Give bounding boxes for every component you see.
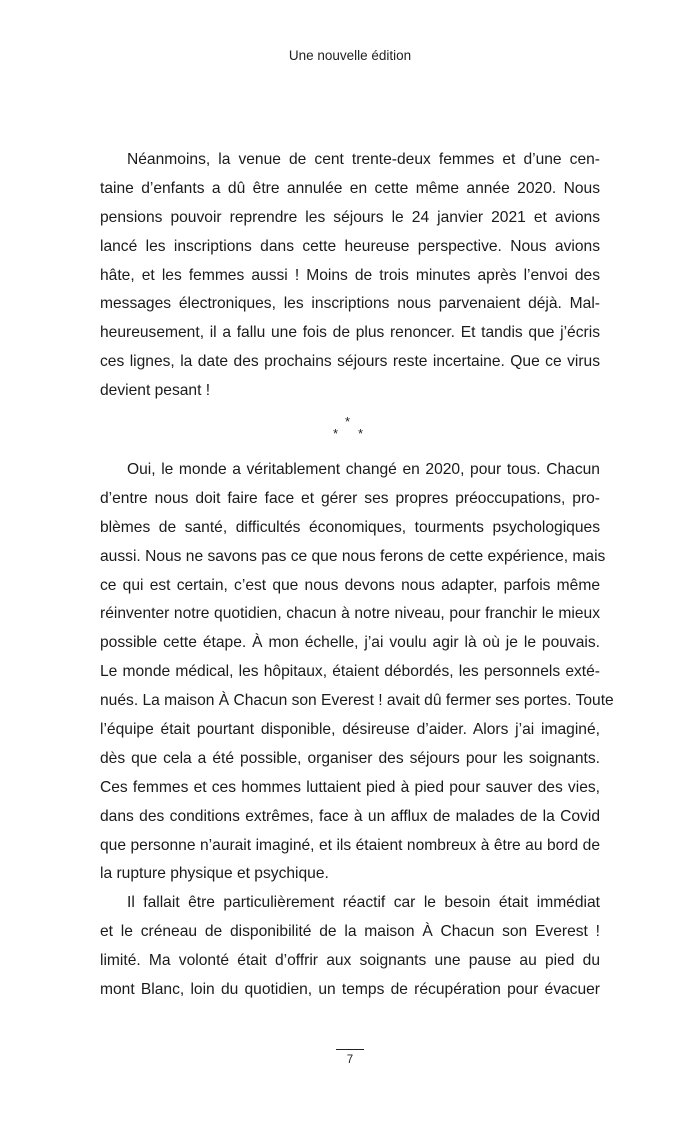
asterisk-mark: * bbox=[345, 414, 351, 429]
text-line: d’entre nous doit faire face et gérer ses propres préoccupations, pro- bbox=[100, 489, 600, 507]
text-line: devient pesant ! bbox=[100, 382, 211, 400]
folio-rule bbox=[336, 1049, 364, 1050]
text-line: dès que cela a été possible, organiser des séjours pour les soignants. bbox=[100, 749, 600, 767]
paragraph bbox=[100, 146, 600, 406]
text-line: Le monde médical, les hôpitaux, étaient débordés, les personnels exté- bbox=[100, 663, 600, 681]
text-line: hâte, et les femmes aussi ! Moins de trois minutes après l’envoi des bbox=[100, 266, 600, 284]
paragraph bbox=[100, 456, 614, 889]
running-head: Une nouvelle édition bbox=[288, 48, 412, 63]
text-line: dans des conditions extrêmes, face à un afflux de malades de la Covid bbox=[100, 807, 600, 825]
page-number: 7 bbox=[346, 1054, 354, 1066]
text-line: pensions pouvoir reprendre les séjours le 24 janvier 2021 et avions bbox=[100, 208, 600, 226]
text-line: nués. La maison À Chacun son Everest ! avait dû fermer ses portes. Toute bbox=[100, 692, 614, 710]
text-line: et le créneau de disponibilité de la maison À Chacun son Everest ! bbox=[100, 923, 600, 941]
text-line: limité. Ma volonté était d’offrir aux soignants une pause au pied du bbox=[100, 952, 600, 970]
text-line: possible cette étape. À mon échelle, j’ai voulu agir là où je le pouvais. bbox=[100, 634, 600, 652]
text-block bbox=[100, 456, 614, 1005]
text-line: heureusement, il a fallu une fois de plus renoncer. Et tandis que j’écris bbox=[100, 324, 600, 342]
text-line: Il fallait être particulièrement réactif car le besoin était immédiat bbox=[127, 894, 600, 912]
text-line: taine d’enfants a dû être annulée en cette même année 2020. Nous bbox=[100, 179, 600, 197]
text-line: ces lignes, la date des prochains séjours reste incertaine. Que ce virus bbox=[100, 353, 600, 371]
text-line: mont Blanc, loin du quotidien, un temps de récupération pour évacuer bbox=[100, 981, 600, 999]
section-break-asterism bbox=[320, 414, 380, 444]
text-line: Ces femmes et ces hommes luttaient pied à pied pour sauver des vies, bbox=[100, 778, 600, 796]
paragraph bbox=[100, 889, 600, 1005]
text-line: l’équipe était pourtant disponible, désireuse d’aider. Alors j’ai imaginé, bbox=[100, 721, 600, 739]
asterisk-mark: * bbox=[333, 426, 339, 441]
text-line: messages électroniques, les inscriptions nous parvenaient déjà. Mal- bbox=[100, 295, 600, 313]
text-line: Néanmoins, la venue de cent trente-deux femmes et d’une cen- bbox=[127, 151, 600, 168]
text-line: aussi. Nous ne savons pas ce que nous ferons de cette expérience, mais bbox=[100, 547, 606, 565]
text-line: Oui, le monde a véritablement changé en 2020, pour tous. Chacun bbox=[127, 461, 600, 478]
text-line: ce qui est certain, c’est que nous devons nous adapter, parfois même bbox=[100, 576, 600, 594]
text-block bbox=[100, 146, 600, 406]
asterisk-mark: * bbox=[358, 426, 364, 441]
text-line: que personne n’aurait imaginé, et ils étaient nombreux à être au bord de bbox=[100, 836, 600, 854]
text-line: blèmes de santé, difficultés économiques, tourments psychologiques bbox=[100, 518, 600, 536]
text-line: lancé les inscriptions dans cette heureuse perspective. Nous avions bbox=[100, 237, 600, 255]
text-line: la rupture physique et psychique. bbox=[100, 865, 329, 883]
page-footer bbox=[0, 1049, 700, 1066]
text-line: réinventer notre quotidien, chacun à notre niveau, pour franchir le mieux bbox=[100, 605, 600, 623]
